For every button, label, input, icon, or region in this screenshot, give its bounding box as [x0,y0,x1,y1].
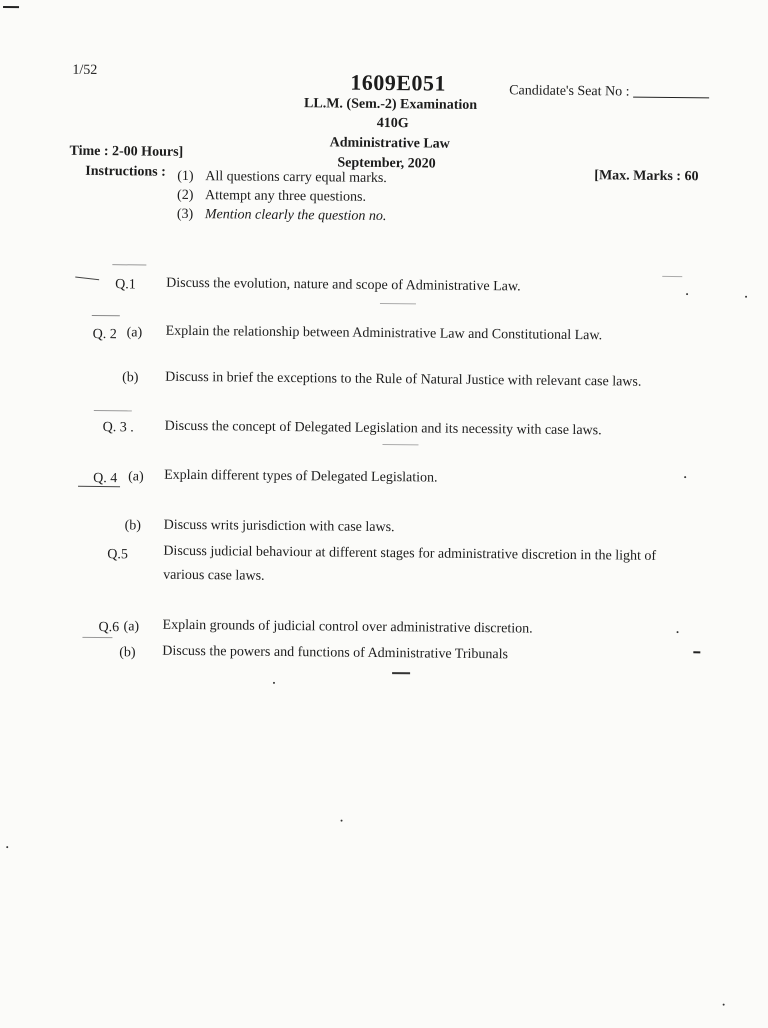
instruction-number: (2) [177,187,194,203]
seat-number-field [509,83,710,101]
question-number: Q.1 [115,277,136,293]
scan-edge-mark [3,6,19,8]
question-text: Discuss writs jurisdiction with case laws. [163,517,395,536]
pencil-mark [662,276,682,277]
scan-speck [273,682,275,684]
instruction-item [177,169,387,187]
pencil-mark [78,486,120,487]
scan-speck [723,1004,725,1006]
question-part: (a) [126,325,143,341]
instruction-number: (1) [177,168,194,184]
question-text: Discuss in brief the exceptions to the Rule of Natural Justice with relevant case laws. [165,369,642,390]
question-text: Explain the relationship between Administrative Law and Constitutional Law. [165,323,603,344]
exam-date: September, 2020 [337,155,436,172]
question-part: (b) [122,370,139,386]
question-number: Q.6 [98,620,120,636]
time-allowed: Time : 2-00 Hours] [69,143,184,160]
question-part: (a) [128,469,144,485]
pencil-mark [82,637,112,638]
question-number: Q. 3 . [102,420,134,436]
question-text: Discuss the concept of Delegated Legislation and its necessity with case laws. [164,418,602,439]
scan-edge-mark [693,651,700,653]
paper-number: 1/52 [72,62,98,78]
question-text: Discuss the evolution, nature and scope of Administrative Law. [166,275,521,295]
instruction-text: All questions carry equal marks. [205,169,387,187]
instruction-number: (3) [176,206,194,222]
instructions-label: Instructions : [85,163,166,180]
instruction-text: Attempt any three questions. [205,188,367,205]
question-text: Discuss judicial behaviour at different stages for administrative discretion in the light of various case laws. [163,543,657,584]
paper-code: 1609E051 [350,69,447,96]
scan-speck [684,476,686,478]
scan-speck [686,293,688,295]
pencil-mark [382,444,418,445]
question-text: Explain different types of Delegated Legislation. [164,467,438,486]
seat-blank-line [633,97,709,99]
question-number: Q. 2 [92,326,117,343]
pencil-mark [94,410,132,411]
pencil-mark [112,264,146,265]
instruction-item [177,207,387,225]
exam-title: LL.M. (Sem.-2) Examination [303,96,478,113]
question-part: (b) [124,518,142,534]
scan-speck [745,296,747,298]
scan-speck [6,846,8,848]
question-number: Q. 4 [93,470,118,487]
pencil-mark [75,277,99,281]
question-part: (b) [119,645,136,661]
scan-speck [677,631,679,633]
pencil-mark [392,672,410,674]
question-text: Explain grounds of judicial control over administrative discretion. [162,617,533,637]
question-text: Discuss the powers and functions of Administrative Tribunals [162,643,509,663]
instruction-text: Mention clearly the question no. [204,207,387,225]
subject-title: Administrative Law [329,135,450,152]
max-marks: [Max. Marks : 60 [594,168,699,185]
pencil-mark [92,315,120,316]
pencil-mark [380,303,416,304]
question-part: (a) [123,619,140,635]
subject-code: 410G [376,115,409,132]
scan-speck [341,820,343,822]
instruction-item [177,188,366,206]
question-number: Q.5 [107,547,129,563]
seat-label: Candidate's Seat No : [509,83,630,100]
